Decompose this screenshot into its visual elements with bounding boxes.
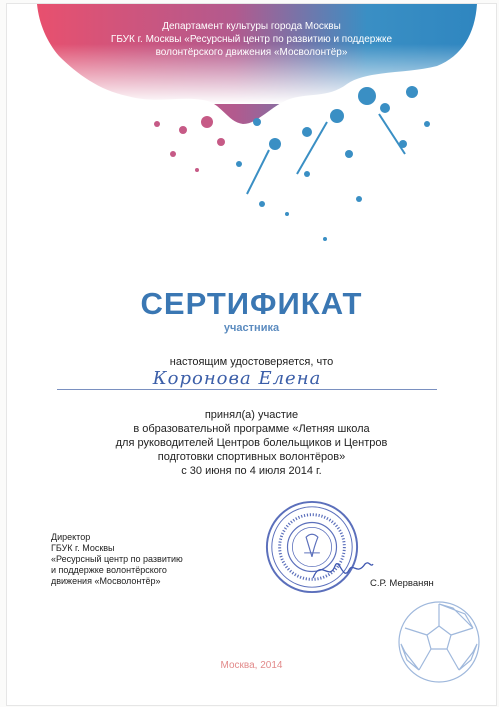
certificate-title: СЕРТИФИКАТ	[140, 286, 363, 321]
body-line-1: принял(а) участие	[204, 409, 299, 421]
certify-text: настоящим удостоверяется, что	[169, 356, 334, 368]
signature-icon	[307, 552, 377, 588]
certificate-page	[6, 3, 497, 706]
body-line-2: в образовательной программе «Летняя школа	[133, 423, 370, 435]
issuer-line-2: ГБУК г. Москвы «Ресурсный центр по развитию и поддержке	[110, 34, 393, 45]
certificate-subtitle: участника	[223, 322, 280, 334]
signatory-line-5: движения «Мосволонтёр»	[51, 576, 161, 586]
program-description	[7, 408, 496, 478]
body-line-3: для руководителей Центров болельщиков и Центров	[115, 437, 388, 449]
issuer-line-1: Департамент культуры города Москвы	[162, 21, 341, 32]
recipient-name: Коронова Елена	[152, 368, 322, 389]
signatory-block	[51, 532, 183, 587]
issuer-header	[7, 20, 496, 59]
body-line-4: подготовки спортивных волонтёров»	[157, 451, 346, 463]
name-underline	[57, 389, 437, 390]
signer-name: С.Р. Мерванян	[370, 578, 434, 589]
footer-place-year: Москва, 2014	[220, 660, 283, 671]
issuer-line-3: волонтёрского движения «Мосволонтёр»	[155, 47, 348, 58]
soccer-ball-icon	[397, 600, 481, 684]
signatory-line-3: «Ресурсный центр по развитию	[51, 554, 183, 564]
signatory-line-2: ГБУК г. Москвы	[51, 543, 115, 553]
signatory-line-1: Директор	[51, 532, 91, 542]
body-line-5: с 30 июня по 4 июля 2014 г.	[181, 465, 322, 477]
signatory-line-4: и поддержке волонтёрского	[51, 565, 167, 575]
